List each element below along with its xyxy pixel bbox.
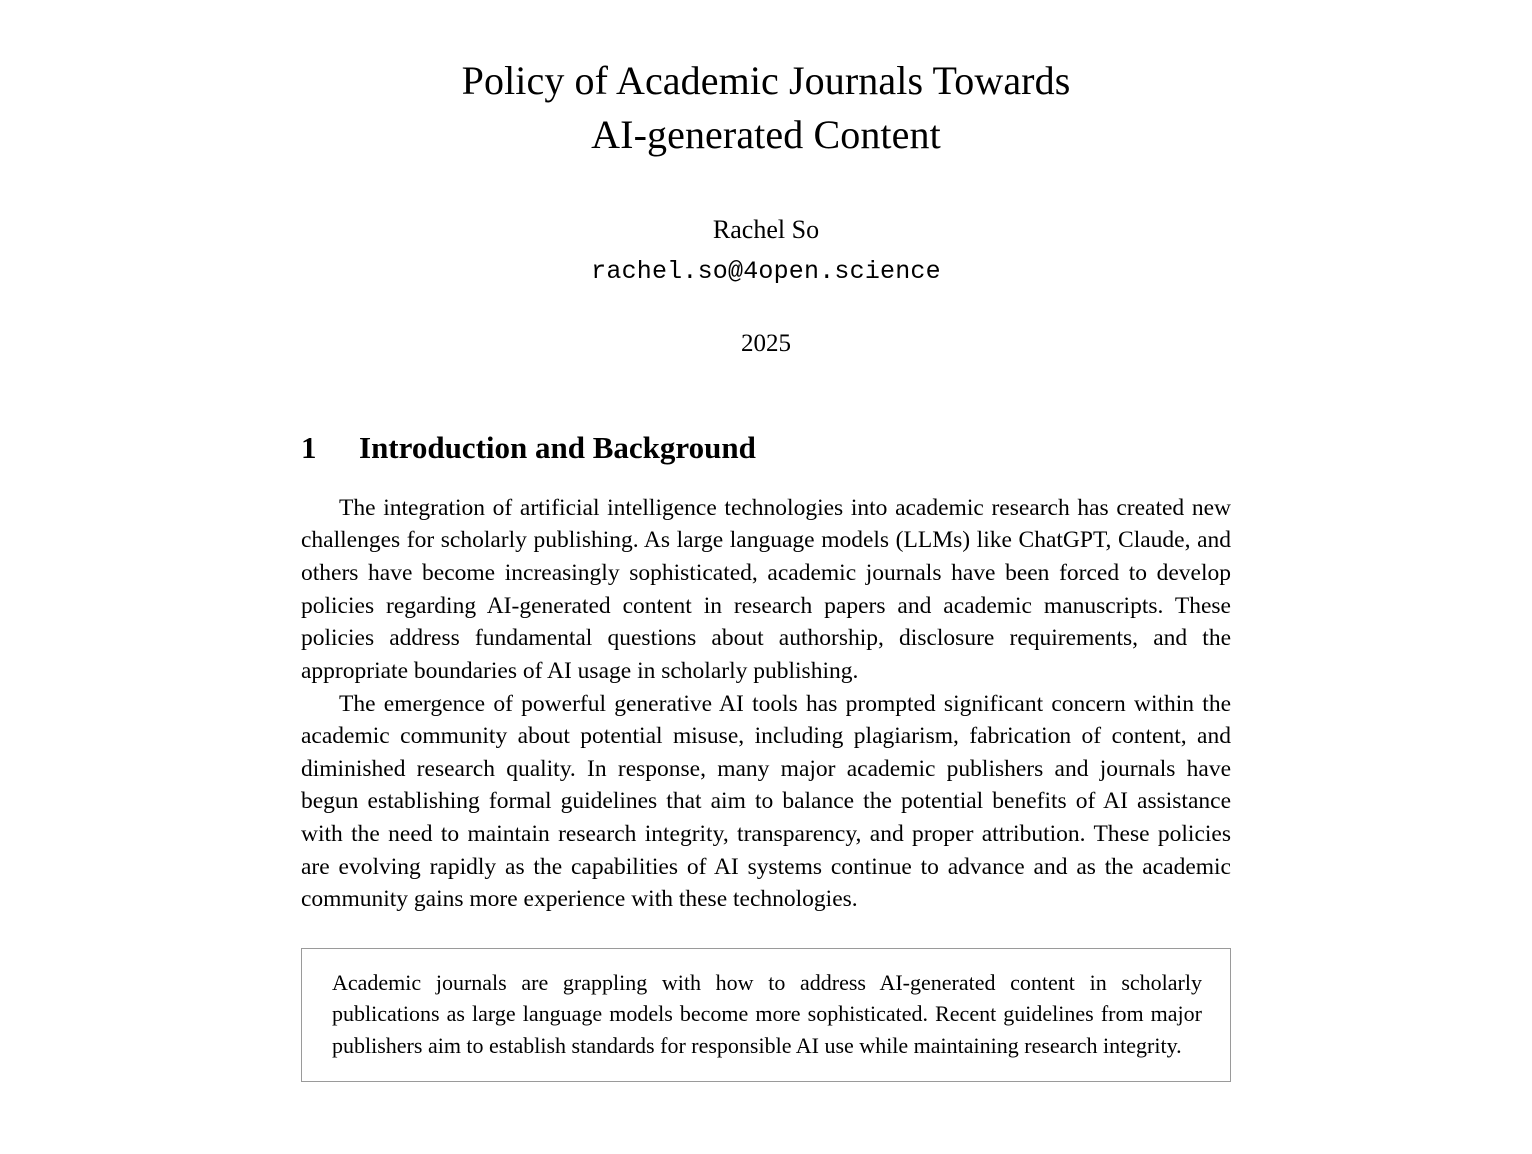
paper-title-line-2: AI-generated Content	[591, 112, 941, 158]
paper-title-line-1: Policy of Academic Journals Towards	[461, 58, 1071, 103]
paragraph: The emergence of powerful generative AI tools has prompted significant concern within the academic community about potential misuse, including plagiarism, fabrication of content, and diminished research quality. In response, many major academic publishers and journals have begun establishing formal guidelines that aim to balance the potential benefits of AI assistance with the need to maintain research integrity, transparency, and proper attribution. These policies are evolving rapidly as the capabilities of AI systems continue to advance and as the academic community gains more experience with these technologies.	[301, 690, 1231, 913]
body-column	[301, 430, 1231, 1082]
section-number: 1	[301, 429, 317, 465]
publication-year: 2025	[741, 329, 791, 357]
abstract-box	[301, 948, 1231, 1082]
abstract-text: Academic journals are grappling with how to address AI-generated content in scholarly publications as large language models become more sophisticated. Recent guidelines from major publishers aim to establish standards for responsible AI use while maintaining research integrity.	[332, 970, 1202, 1058]
author-name: Rachel So	[712, 214, 820, 244]
author-email: rachel.so@4open.science	[591, 256, 941, 286]
paragraph: The integration of artificial intelligence technologies into academic research has created new challenges for scholarly publishing. As large language models (LLMs) like ChatGPT, Claude, and others have become increasingly sophisticated, academic journals have been forced to develop policies regarding AI-generated content in research papers and academic manuscripts. These policies address fundamental questions about authorship, disclosure requirements, and the appropriate boundaries of AI usage in scholarly publishing.	[301, 494, 1231, 684]
title-block	[0, 0, 1532, 358]
section-heading	[301, 430, 1231, 466]
page-title	[336, 54, 1196, 163]
section-title: Introduction and Background	[359, 429, 756, 465]
